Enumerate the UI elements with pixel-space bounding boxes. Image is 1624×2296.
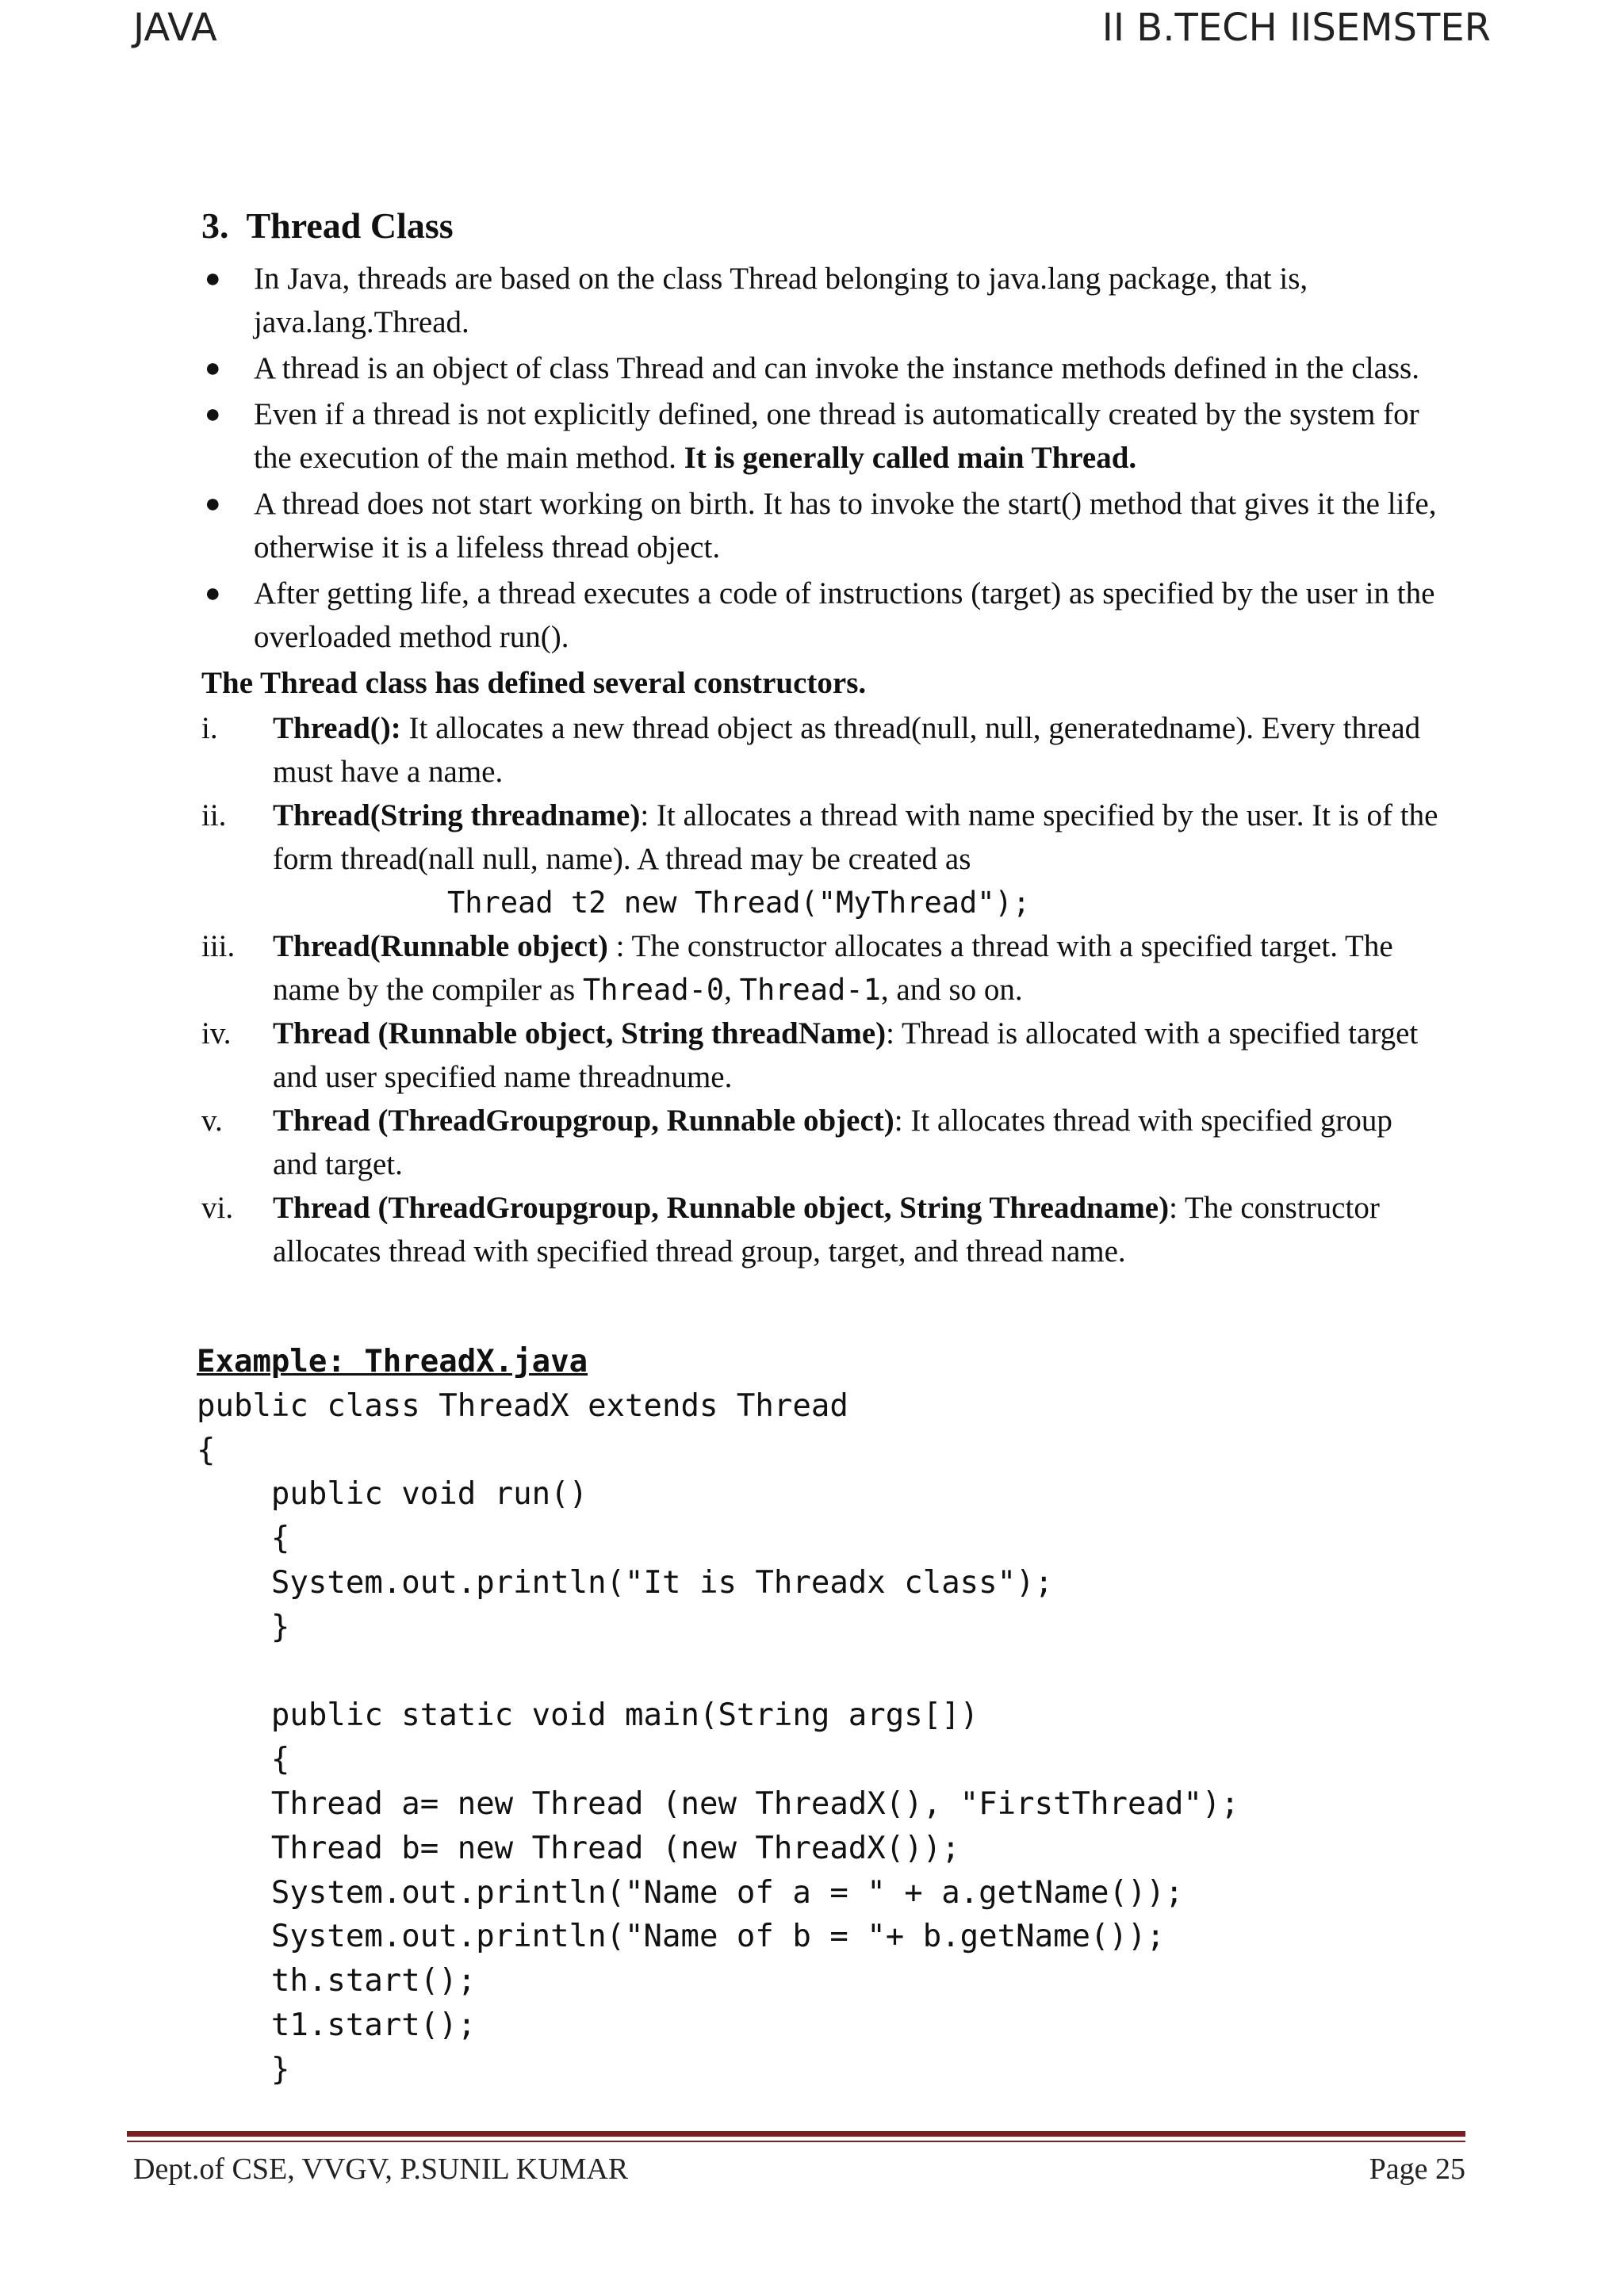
bullet-icon: ● [205,264,221,293]
bullet-item [201,346,1438,390]
bullet-icon: ● [205,489,221,519]
item-number: v. [201,1104,223,1138]
bullet-list [201,257,1438,659]
constructor-desc: It allocates a new thread object as thread(null, null, generatedname). Every thread must have a name. [273,711,1421,789]
page-header [133,0,1491,63]
bullet-text: Even if a thread is not explicitly defined, one thread is automatically created by the system for the execution of the main method. [254,397,1419,475]
constructor-list [201,706,1438,1273]
constructor-name: Thread (ThreadGroupgroup, Runnable object) [273,1104,894,1138]
bullet-item [201,257,1438,344]
item-number: ii. [201,798,227,832]
inline-code: Thread t2 new Thread("MyThread"); [447,886,1031,920]
example-title: Example: ThreadX.java [197,1344,588,1380]
header-course: II B.TECH IISEMSTER [1101,6,1491,50]
section-number: 3. [201,205,229,246]
constructor-item [201,706,1438,794]
bullet-text: A thread is an object of class Thread and can invoke the instance methods defined in the class. [254,351,1419,385]
constructor-desc-tail: , and so on. [880,973,1023,1007]
section-heading: Thread Class [246,205,454,246]
constructor-desc: : The constructor allocates thread with specified thread group, target, and thread name. [273,1191,1380,1269]
header-subject: JAVA [133,6,217,50]
item-number: iii. [201,929,236,963]
bullet-item [201,482,1438,569]
constructor-desc: : The constructor allocates a thread with a specified target. The name by the compiler as [273,929,1393,1007]
bullet-text: After getting life, a thread executes a code of instructions (target) as specified by the user in the overloaded method run(). [254,576,1435,654]
bullet-icon: ● [205,354,221,383]
constructor-name: Thread(Runnable object) [273,929,608,963]
constructor-name: Thread(): [273,711,401,745]
code-example [197,1340,1239,2092]
item-number: i. [201,711,218,745]
constructor-desc: : It allocates thread with specified group and target. [273,1104,1392,1181]
bullet-text: A thread does not start working on birth. It has to invoke the start() method that gives it the life, otherwise it is a lifeless thread object. [254,487,1437,564]
code-block: public class ThreadX extends Thread { public void run() { System.out.println("It is Threadx class"); } public static void main(String args[]) { Thread a= new Thread (new ThreadX(), "FirstThread"); Thread b= new Thread (new ThreadX()); System.out.println("Name of a = " + a.getName()); System.out.println("Name of b = "+ b.getName()); th.start(); t1.start(); } [197,1387,1239,2087]
footer-divider-thin [127,2141,1465,2142]
bullet-item [201,392,1438,480]
main-content [201,198,1438,1273]
constructor-name: Thread (Runnable object, String threadName) [273,1016,887,1050]
constructor-desc: : It allocates a thread with name specified by the user. It is of the form thread(nall null, name). A thread may be created as [273,798,1438,876]
constructor-name: Thread (ThreadGroupgroup, Runnable object, String Threadname) [273,1191,1170,1225]
bullet-item [201,572,1438,659]
page-number: Page 25 [1369,2152,1465,2186]
separator-text: , [724,973,740,1007]
footer-dept: Dept.of CSE, VVGV, P.SUNIL KUMAR [133,2152,629,2186]
bullet-bold-text: It is generally called main Thread. [684,441,1137,475]
inline-code: Thread-1 [739,973,881,1007]
constructor-item [201,1099,1438,1186]
item-number: iv. [201,1016,232,1050]
constructor-item [201,924,1438,1012]
constructor-name: Thread(String threadname) [273,798,641,832]
bullet-icon: ● [205,579,221,608]
bullet-text: In Java, threads are based on the class Thread belonging to java.lang package, that is, java.lang.Thread. [254,262,1308,339]
constructor-item [201,1012,1438,1099]
inline-code: Thread-0 [582,973,725,1007]
constructor-item [201,1186,1438,1273]
item-number: vi. [201,1191,234,1225]
constructor-item [201,794,1438,924]
constructors-intro: The Thread class has defined several constructors. [201,666,867,700]
section-title [201,198,1438,254]
constructor-desc: : Thread is allocated with a specified target and user specified name threadnume. [273,1016,1419,1094]
bullet-icon: ● [205,400,221,429]
footer-divider [127,2131,1465,2137]
page-footer [133,2147,1465,2191]
